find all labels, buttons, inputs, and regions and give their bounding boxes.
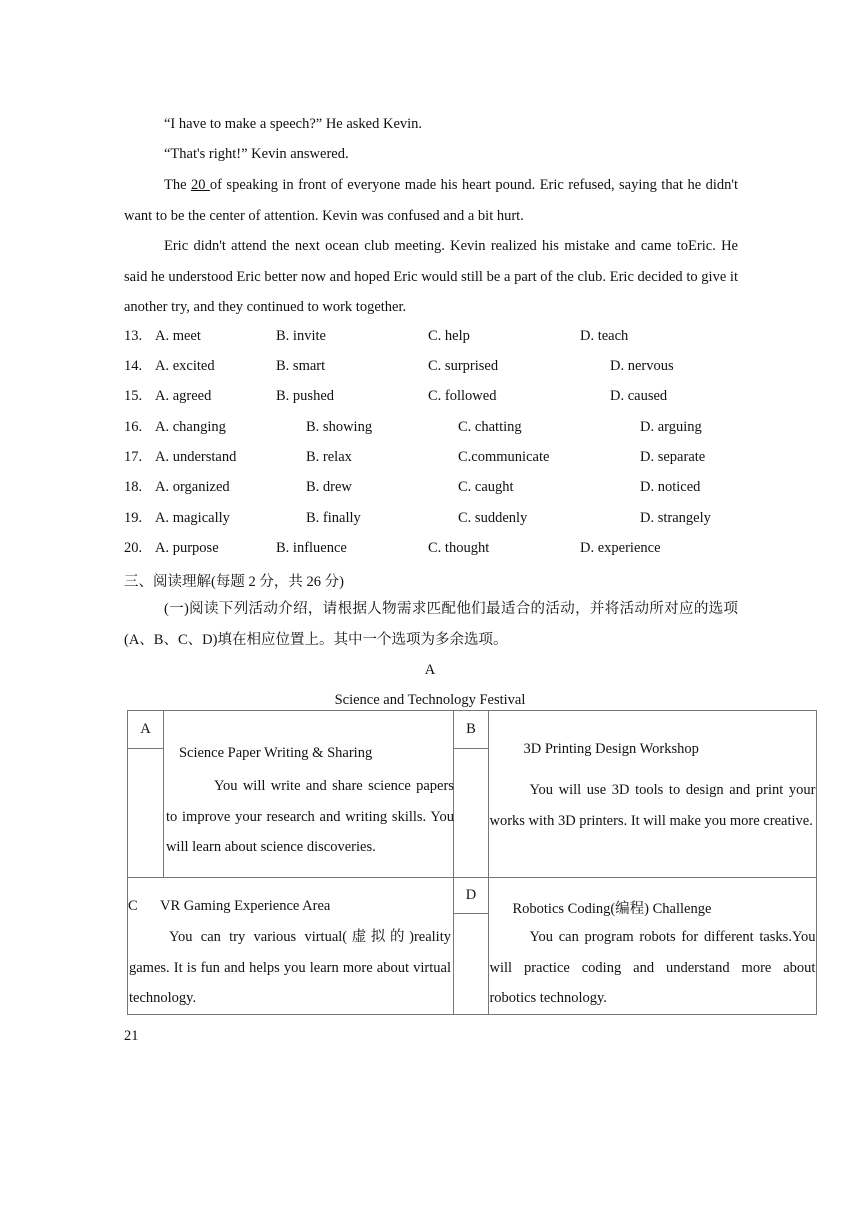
option-d: D. nervous <box>610 358 674 374</box>
option-d: D. experience <box>580 540 661 556</box>
option-a: A. magically <box>155 510 230 526</box>
passage-line-1: “I have to make a speech?” He asked Kevin. <box>164 116 423 132</box>
activity-d-cell <box>489 878 817 1015</box>
activity-c-title: VR Gaming Experience Area <box>160 898 331 914</box>
activity-b-letter: B <box>453 711 489 749</box>
option-a: A. meet <box>155 328 201 344</box>
passage-line-2: “That's right!” Kevin answered. <box>164 146 349 162</box>
option-b: B. pushed <box>276 388 334 404</box>
activity-b-blank <box>453 749 489 878</box>
option-a: A. understand <box>155 449 237 465</box>
activity-d-title: Robotics Coding(编程) Challenge <box>512 901 712 917</box>
option-d: D. separate <box>640 449 706 465</box>
option-c: C. suddenly <box>458 510 528 526</box>
option-a: A. organized <box>155 479 230 495</box>
option-a: A. purpose <box>155 540 219 556</box>
activity-a-description: You will write and share science papers to improve your research and writing skills. You will learn about science discoveries. <box>165 778 454 855</box>
question-number: 17. <box>124 449 143 465</box>
section-instruction: (一)阅读下列活动介绍，请根据人物需求匹配他们最适合的活动，并将活动所对应的选项 (A、B、C、D)填在相应位置上。其中一个选项为多余选项。 <box>124 601 738 648</box>
passage-paragraph-3: The 20 of speaking in front of everyone made his heart pound. Eric refused, saying that he didn't want to be the center of attention. Kevin was confused and a bit hurt. <box>124 177 739 224</box>
option-d: D. arguing <box>640 419 702 435</box>
option-c: C. thought <box>428 540 490 556</box>
activity-c-description: You can try various virtual(虚拟的)reality games. It is fun and helps you learn more about virtual technology. <box>129 929 451 1006</box>
question-number: 15. <box>124 388 143 404</box>
activities-table <box>127 710 817 1015</box>
blank-20: 20 <box>190 177 210 193</box>
option-b: B. showing <box>306 419 373 435</box>
question-number: 18. <box>124 479 143 495</box>
option-b: B. relax <box>306 449 352 465</box>
option-b: B. influence <box>276 540 347 556</box>
page-number: 21 <box>124 1028 139 1044</box>
option-d: D. noticed <box>640 479 701 495</box>
option-b: B. invite <box>276 328 326 344</box>
activity-a-cell <box>163 711 453 878</box>
question-number: 14. <box>124 358 143 374</box>
activity-c-cell <box>128 878 454 1015</box>
option-d: D. strangely <box>640 510 711 526</box>
activity-a-title: Science Paper Writing & Sharing <box>178 745 373 761</box>
passage-paragraph-4: Eric didn't attend the next ocean club meeting. Kevin realized his mistake and came toEric. He said he understood Eric better now and hoped Eric would still be a part of the club. Eric decided to give it another try, and they continued to work together. <box>124 238 738 315</box>
option-a: A. agreed <box>155 388 212 404</box>
option-c: C. surprised <box>428 358 499 374</box>
activity-a-letter: A <box>128 711 164 749</box>
option-c: C. followed <box>428 388 497 404</box>
option-a: A. excited <box>155 358 215 374</box>
activity-b-title: 3D Printing Design Workshop <box>523 741 699 757</box>
question-number: 13. <box>124 328 143 344</box>
question-number: 16. <box>124 419 143 435</box>
option-d: D. caused <box>610 388 668 404</box>
option-a: A. changing <box>155 419 226 435</box>
option-c: C. caught <box>458 479 514 495</box>
table-title: Science and Technology Festival <box>334 692 526 708</box>
option-c: C. chatting <box>458 419 522 435</box>
question-number: 19. <box>124 510 143 526</box>
question-number: 20. <box>124 540 143 556</box>
part-letter: A <box>424 662 436 678</box>
activity-a-blank <box>128 749 164 878</box>
option-b: B. smart <box>276 358 326 374</box>
option-c: C.communicate <box>458 449 550 465</box>
option-b: B. drew <box>306 479 352 495</box>
activity-d-blank <box>453 914 489 1015</box>
option-c: C. help <box>428 328 470 344</box>
option-d: D. teach <box>580 328 629 344</box>
activity-d-letter: D <box>453 878 489 914</box>
activity-d-description: You can program robots for different tasks.You will practice coding and understand more about robotics technology. <box>489 929 816 1006</box>
option-b: B. finally <box>306 510 361 526</box>
section-heading: 三、阅读理解(每题 2 分，共 26 分) <box>124 574 344 590</box>
activity-b-description: You will use 3D tools to design and print your works with 3D printers. It will make you more creative. <box>489 782 816 829</box>
activity-c-letter: C <box>128 898 138 914</box>
activity-b-cell <box>489 711 817 878</box>
